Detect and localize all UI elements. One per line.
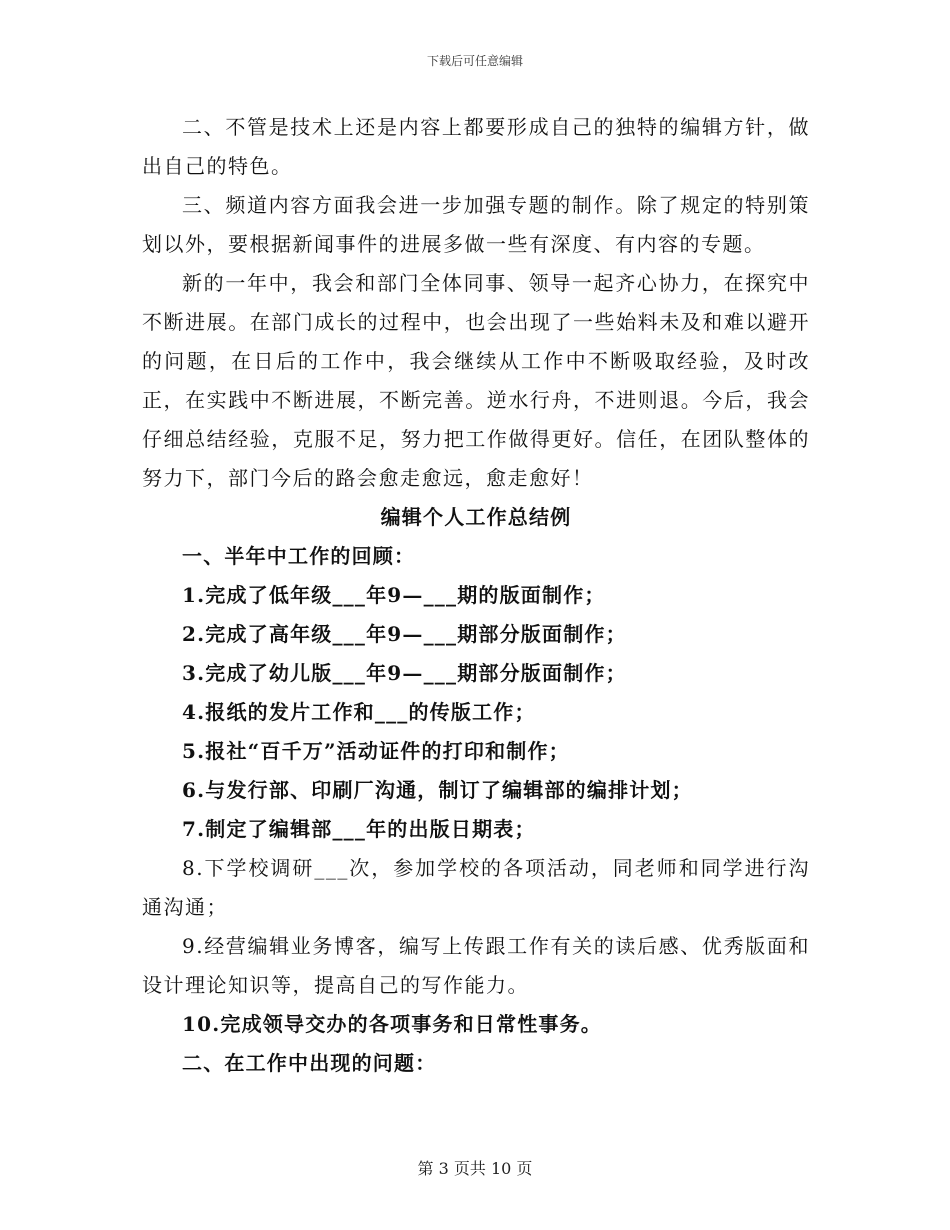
list-item: 8.下学校调研___次，参加学校的各项活动，同老师和同学进行沟通沟通； [142, 856, 810, 919]
list-item: 6.与发行部、印刷厂沟通，制订了编辑部的编排计划； [182, 778, 693, 802]
list-item: 1.完成了低年级___年9—___期的版面制作； [182, 583, 606, 607]
page-header: 下载后可任意编辑 [426, 54, 523, 68]
list-item: 2.完成了高年级___年9—___期部分版面制作； [182, 622, 627, 646]
document-body [142, 108, 810, 1083]
section-two-heading: 二、在工作中出现的问题： [182, 1051, 437, 1075]
section-one-heading: 一、半年中工作的回顾： [182, 544, 416, 568]
list-item: 9.经营编辑业务博客，编写上传跟工作有关的读后感、优秀版面和设计理论知识等，提高自己的写作能力。 [142, 934, 810, 997]
paragraph-new-year: 新的一年中，我会和部门全体同事、领导一起齐心协力，在探究中不断进展。在部门成长的过程中，也会出现了一些始料未及和难以避开的问题，在日后的工作中，我会继续从工作中不断吸取经验，及时改正，在实践中不断进展，不断完善。逆水行舟，不进则退。今后，我会仔细总结经验，克服不足，努力把工作做得更好。信任，在团队整体的努力下，部门今后的路会愈走愈远，愈走愈好！ [142, 271, 810, 490]
page-footer: 第 3 页共 10 页 [417, 1159, 533, 1178]
list-item: 3.完成了幼儿版___年9—___期部分版面制作； [182, 661, 627, 685]
paragraph-point-three: 三、频道内容方面我会进一步加强专题的制作。除了规定的特别策划以外，要根据新闻事件的进展多做一些有深度、有内容的专题。 [142, 193, 810, 256]
list-item: 10.完成领导交办的各项事务和日常性事务。 [182, 1012, 602, 1036]
section-title: 编辑个人工作总结例 [380, 505, 572, 529]
list-item: 4.报纸的发片工作和___的传版工作； [182, 700, 536, 724]
list-item: 7.制定了编辑部___年的出版日期表； [182, 817, 536, 841]
paragraph-point-two: 二、不管是技术上还是内容上都要形成自己的独特的编辑方针，做出自己的特色。 [142, 115, 810, 178]
list-item: 5.报社“百千万”活动证件的打印和制作； [182, 739, 570, 763]
